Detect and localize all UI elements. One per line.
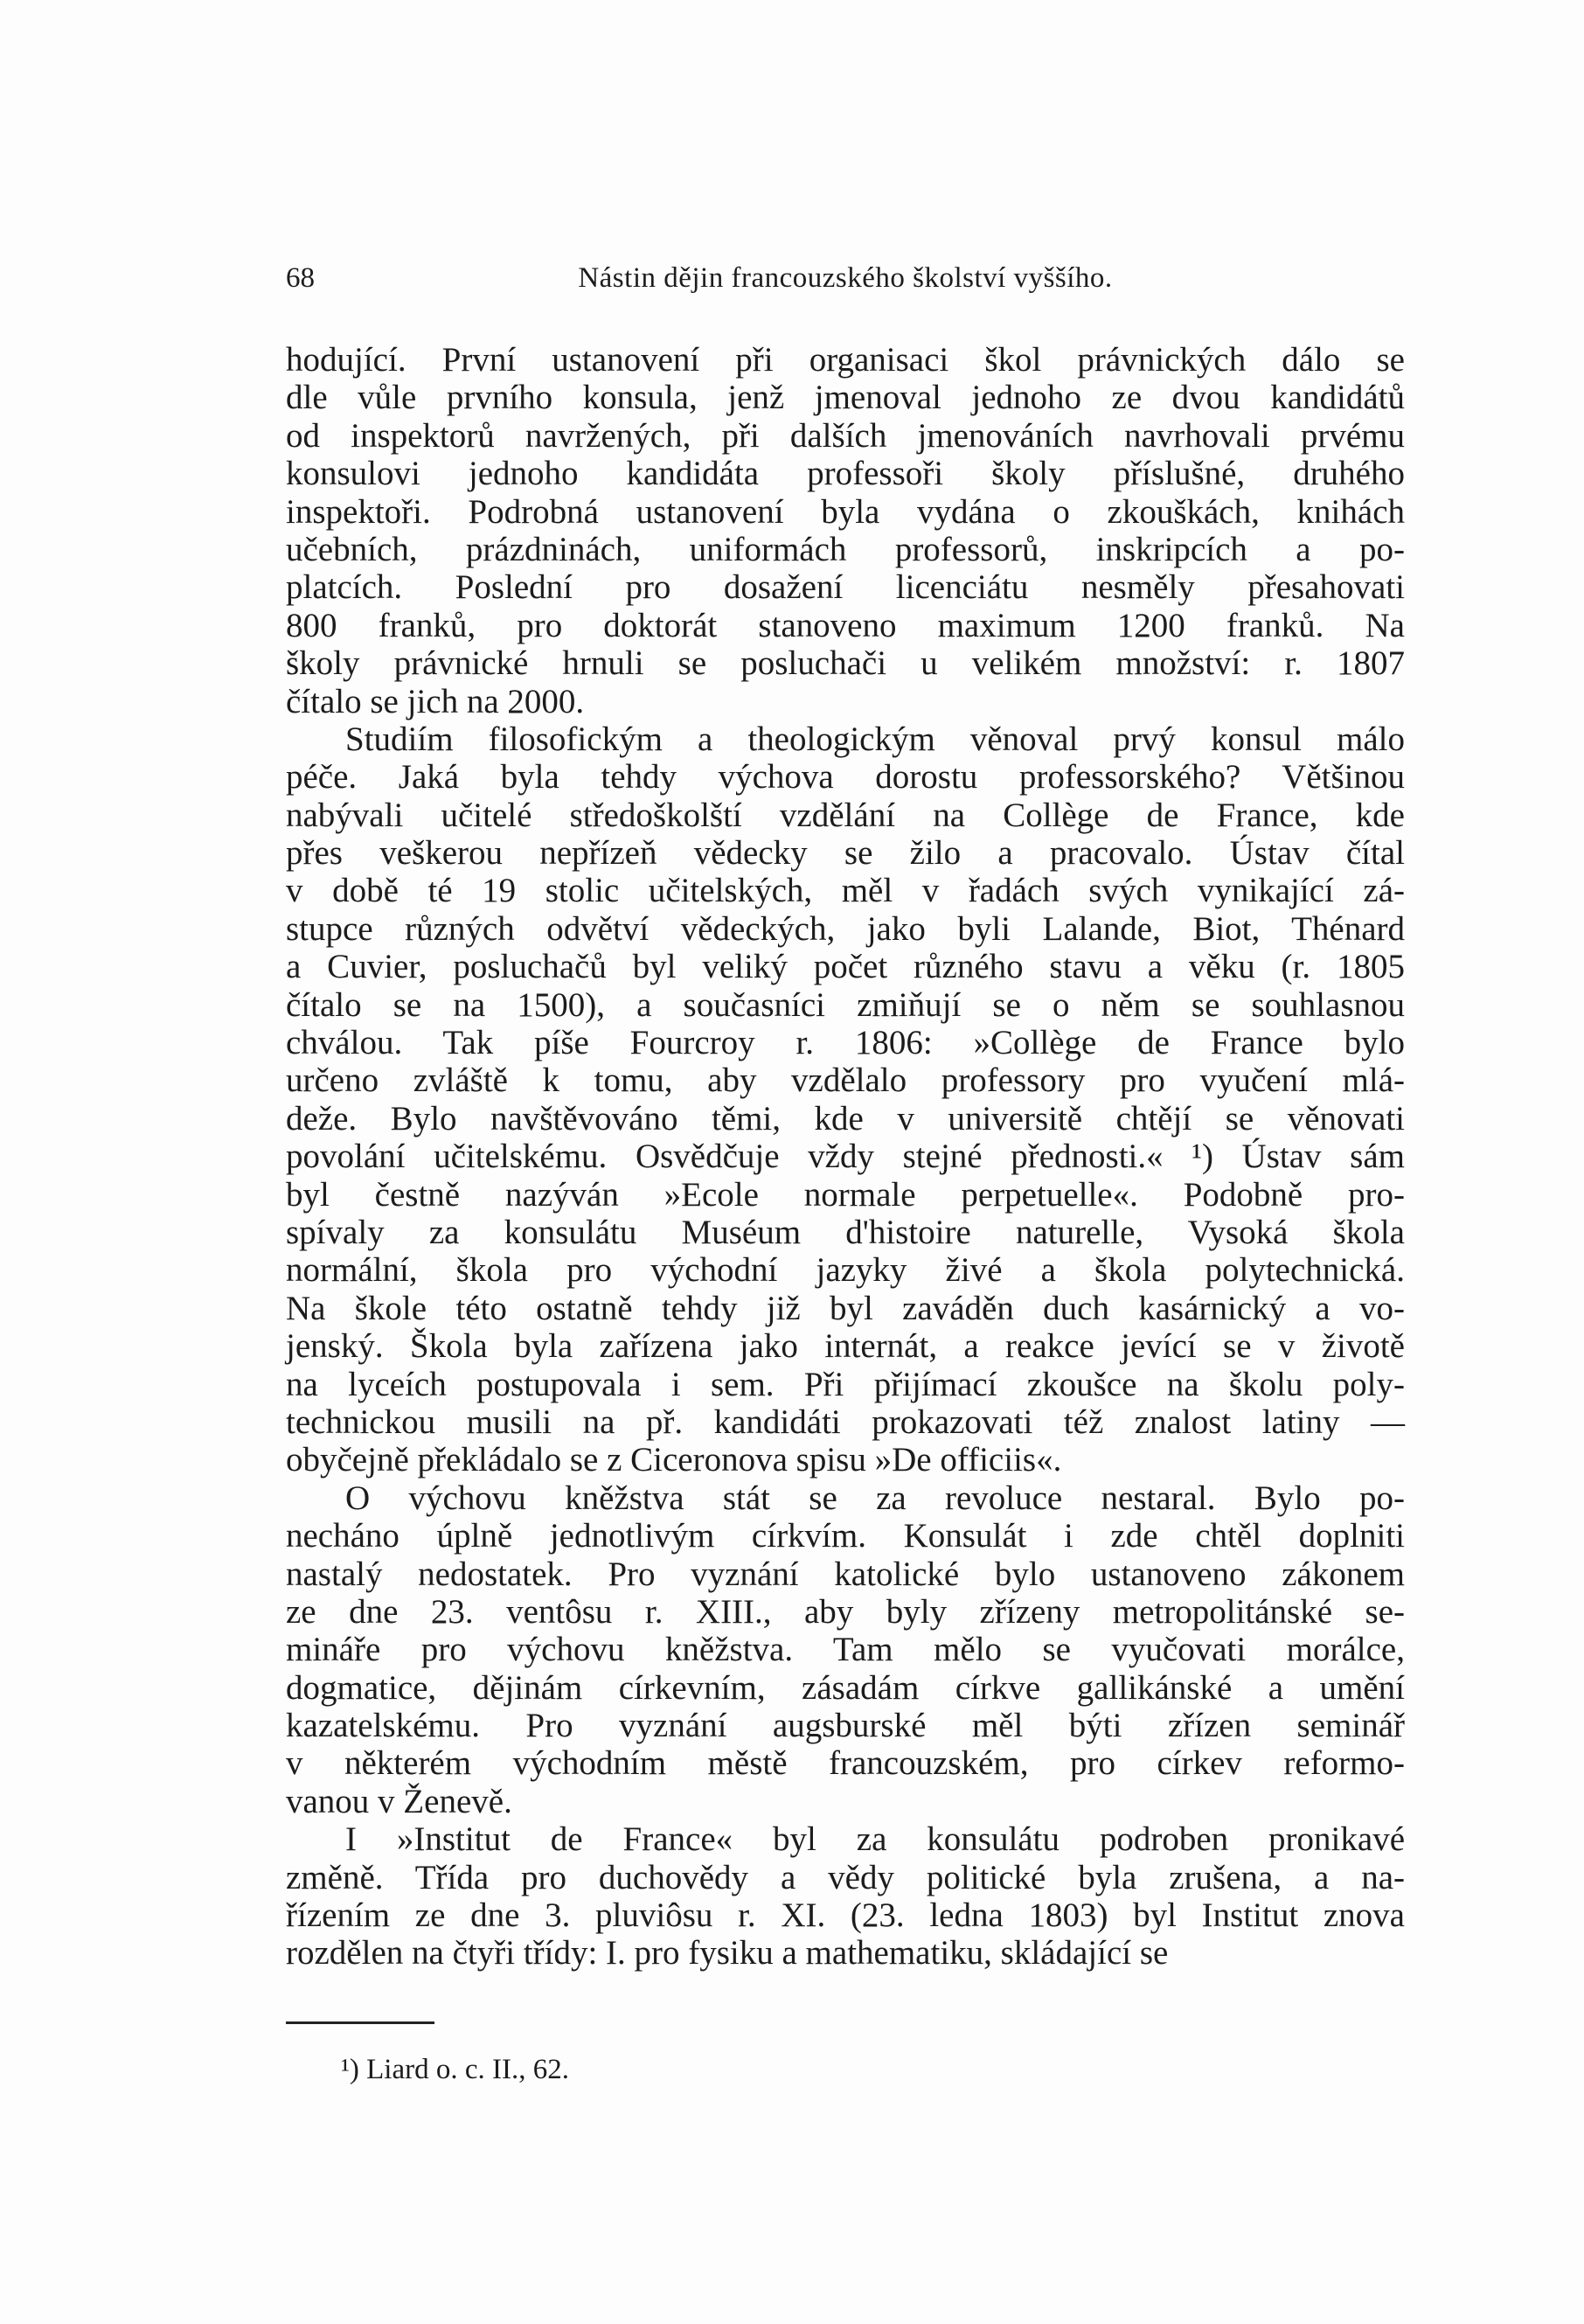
text-line: jenský. Škola byla zařízena jako internát, a reakce jevící se v životě [286,1327,1405,1366]
text-line: řízením ze dne 3. pluviôsu r. XI. (23. ledna 1803) byl Institut znova [286,1896,1405,1935]
text-line: v době té 19 stolic učitelských, měl v řadách svých vynikající zá- [286,872,1405,910]
text-line: normální, škola pro východní jazyky živé a škola polytechnická. [286,1251,1405,1290]
text-line: byl čestně nazýván »Ecole normale perpetuelle«. Podobně pro- [286,1175,1405,1214]
text-line: školy právnické hrnuli se posluchači u velikém množství: r. 1807 [286,644,1405,683]
text-line: péče. Jaká byla tehdy výchova dorostu professorského? Většinou [286,758,1405,797]
text-line: vanou v Ženevě. [286,1782,512,1820]
text-line: mináře pro výchovu kněžstva. Tam mělo se vyučovati morálce, [286,1631,1405,1669]
footnote [341,2050,569,2089]
text-line: ze dne 23. ventôsu r. XIII., aby byly zřízeny metropolitánské se- [286,1592,1405,1631]
text-line: od inspektorů navržených, při dalších jmenováních navrhovali prvému [286,416,1405,455]
footnote-divider [286,2021,434,2024]
text-line: v některém východním městě francouzském, pro církev reformo- [286,1744,1405,1783]
paragraph [286,341,1405,720]
text-line: konsulovi jednoho kandidáta professoři školy příslušné, druhého [286,455,1405,493]
text-line: přes veškerou nepřízeň vědecky se žilo a pracovalo. Ústav čítal [286,834,1405,873]
text-line: dle vůle prvního konsula, jenž jmenoval jednoho ze dvou kandidátů [286,379,1405,417]
text-line: určeno zvláště k tomu, aby vzdělalo professory pro vyučení mlá- [286,1061,1405,1100]
text-line: inspektoři. Podrobná ustanovení byla vydána o zkouškách, knihách [286,492,1405,531]
paragraph [286,1479,1405,1821]
text-line: rozdělen na čtyři třídy: I. pro fysiku a mathematiku, skládající se [286,1934,1169,1973]
text-line: I »Institut de France« byl za konsulátu podroben pronikavé [345,1820,1405,1859]
text-line: obyčejně překládalo se z Ciceronova spisu »De officiis«. [286,1441,1062,1479]
text-line: platcích. Poslední pro dosažení licenciátu nesměly přesahovati [286,568,1405,607]
text-line: deže. Bylo navštěvováno těmi, kde v universitě chtějí se věnovati [286,1099,1405,1138]
text-line: na lyceích postupovala i sem. Při přijímací zkoušce na školu poly- [286,1365,1405,1403]
paragraph [286,720,1405,1479]
text-line: Na škole této ostatně tehdy již byl zaváděn duch kasárnický a vo- [286,1289,1405,1327]
text-line: nabývali učitelé středoškolští vzdělání na Collège de France, kde [286,796,1405,834]
text-line: dogmatice, dějinám církevním, zásadám církve gallikánské a umění [286,1668,1405,1707]
text-line: a Cuvier, posluchačů byl veliký počet různého stavu a věku (r. 1805 [286,948,1405,986]
text-line: nastalý nedostatek. Pro vyznání katolické bylo ustanoveno zákonem [286,1555,1405,1593]
paragraph [286,1820,1405,1973]
text-line: čítalo se na 1500), a současníci zmiňují se o něm se souhlasnou [286,985,1405,1024]
text-line: necháno úplně jednotlivým církvím. Konsulát i zde chtěl doplniti [286,1517,1405,1555]
footnote-marker: ¹) [341,2054,359,2085]
text-line: chválou. Tak píše Fourcroy r. 1806: »Collège de France bylo [286,1024,1405,1062]
text-line: 800 franků, pro doktorát stanoveno maximum 1200 franků. Na [286,606,1405,644]
text-line: stupce různých odvětví vědeckých, jako byli Lalande, Biot, Thénard [286,909,1405,948]
text-line: čítalo se jich na 2000. [286,682,585,720]
text-line: změně. Třída pro duchovědy a vědy politické byla zrušena, a na- [286,1858,1405,1896]
text-line: povolání učitelskému. Osvědčuje vždy stejné přednosti.« ¹) Ústav sám [286,1138,1405,1176]
text-line: kazatelskému. Pro vyznání augsburské měl býti zřízen seminář [286,1707,1405,1745]
page-number: 68 [286,262,315,294]
running-title: Nástin dějin francouzského školství vyššího. [578,262,1113,294]
running-head [286,259,1405,297]
text-line: O výchovu kněžstva stát se za revoluce nestaral. Bylo po- [345,1479,1405,1517]
body-text [286,341,1405,1973]
text-line: učebních, prázdninách, uniformách professorů, inskripcích a po- [286,530,1405,568]
text-line: technickou musili na př. kandidáti prokazovati též znalost latiny — [286,1402,1405,1441]
footnote-text: Liard o. c. II., 62. [366,2054,569,2085]
text-line: hodující. První ustanovení při organisaci škol právnických dálo se [286,341,1405,379]
text-line: Studiím filosofickým a theologickým věnoval prvý konsul málo [345,720,1405,758]
text-line: spívaly za konsulátu Muséum d'histoire naturelle, Vysoká škola [286,1213,1405,1251]
